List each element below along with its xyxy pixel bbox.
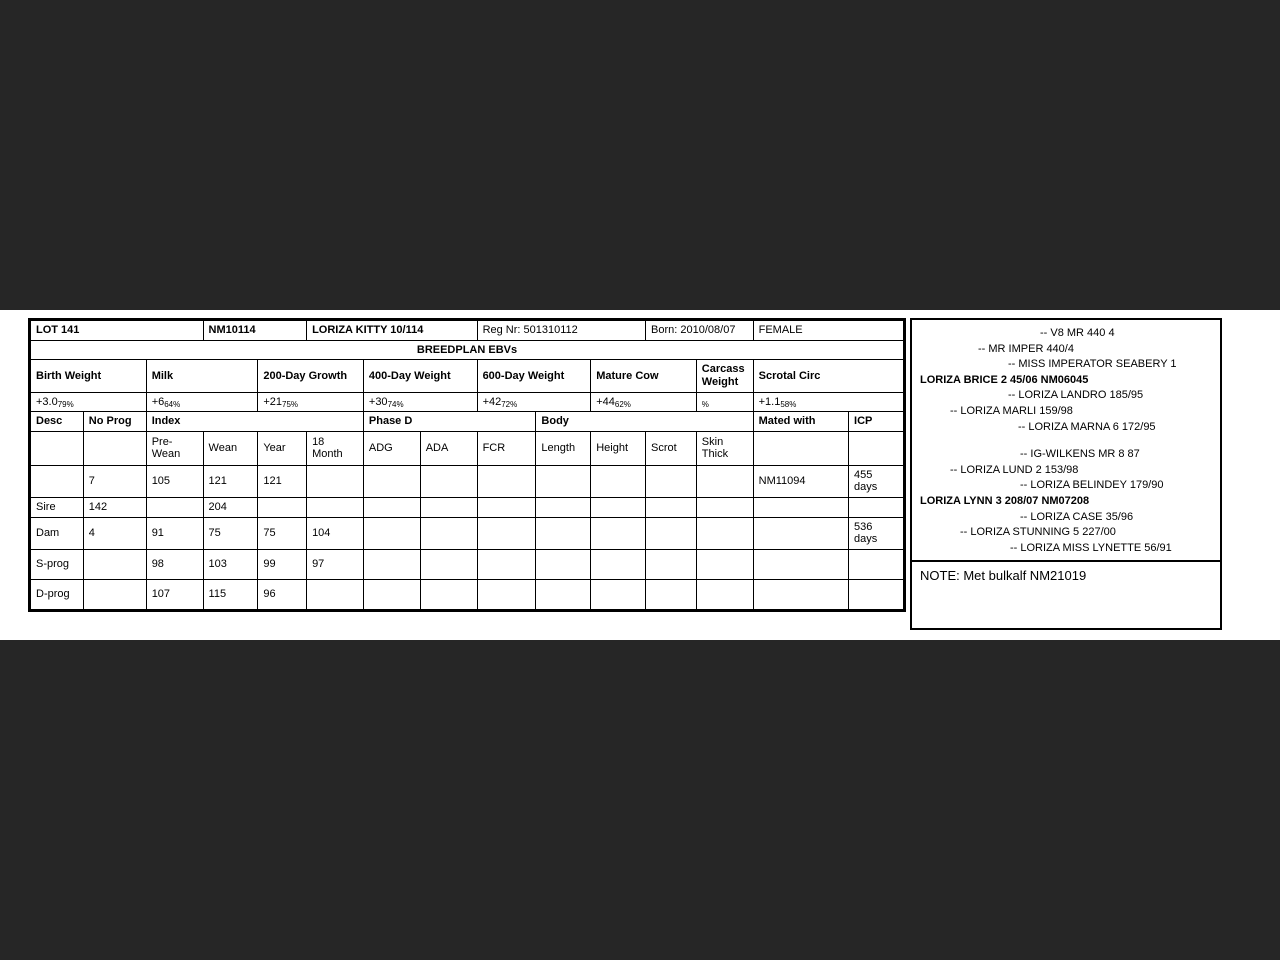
- row-18-month: [307, 465, 364, 497]
- pedigree-line: -- MR IMPER 440/4: [978, 342, 1074, 355]
- pedigree-line: -- LORIZA MARNA 6 172/95: [1018, 420, 1156, 433]
- row-desc: S-prog: [31, 550, 84, 580]
- row-desc: D-prog: [31, 580, 84, 610]
- pedigree-tree: [912, 320, 1220, 560]
- row-scrot: [646, 465, 697, 497]
- row-pre-wean: 107: [146, 580, 203, 610]
- table-row: [31, 580, 904, 610]
- ebv-value-birth-weight: [31, 392, 147, 412]
- row-ada: [420, 580, 477, 610]
- pedigree-line: -- MISS IMPERATOR SEABERY 1: [1008, 358, 1177, 371]
- ebv-value-mature-cow: [591, 392, 697, 412]
- ebv-acc-birth-weight: 79%: [57, 399, 74, 409]
- row-skin-thick: [696, 580, 753, 610]
- header-row: [31, 321, 904, 341]
- born-date: Born: 2010/08/07: [646, 321, 754, 341]
- row-mated-with: NM11094: [753, 465, 848, 497]
- sub-header-year: Year: [258, 431, 307, 465]
- ebv-header-birth-weight: Birth Weight: [31, 360, 147, 392]
- row-desc: [31, 465, 84, 497]
- row-fcr: [477, 580, 536, 610]
- pedigree-sire: LORIZA BRICE 2 45/06 NM06045: [920, 373, 1089, 386]
- ebv-value-carcass-weight: [696, 392, 753, 412]
- group-header-row: [31, 412, 904, 432]
- row-scrot: [646, 550, 697, 580]
- row-scrot: [646, 498, 697, 518]
- ebv-header-mature-cow: Mature Cow: [591, 360, 697, 392]
- sub-header-blank-icp: [849, 431, 904, 465]
- row-fcr: [477, 465, 536, 497]
- ebv-acc-200-day: 75%: [282, 399, 299, 409]
- ebv-header-400-day-weight: 400-Day Weight: [363, 360, 477, 392]
- row-year: 96: [258, 580, 307, 610]
- row-year: 75: [258, 517, 307, 549]
- row-pre-wean: [146, 498, 203, 518]
- row-skin-thick: [696, 517, 753, 549]
- row-adg: [363, 580, 420, 610]
- row-adg: [363, 550, 420, 580]
- ebv-header-scrotal-circ: Scrotal Circ: [753, 360, 903, 392]
- sub-header-pre-wean: Pre-Wean: [146, 431, 203, 465]
- group-header-desc: Desc: [31, 412, 84, 432]
- sub-header-scrot: Scrot: [646, 431, 697, 465]
- sub-header-skin-thick: Skin Thick: [696, 431, 753, 465]
- row-fcr: [477, 517, 536, 549]
- row-height: [591, 580, 646, 610]
- row-18-month: [307, 498, 364, 518]
- row-pre-wean: 91: [146, 517, 203, 549]
- row-adg: [363, 517, 420, 549]
- sub-header-row: [31, 431, 904, 465]
- pedigree-line: -- LORIZA BELINDEY 179/90: [1020, 479, 1164, 492]
- sub-header-blank-mated: [753, 431, 848, 465]
- row-height: [591, 550, 646, 580]
- ebv-header-milk: Milk: [146, 360, 258, 392]
- row-length: [536, 498, 591, 518]
- row-mated-with: [753, 517, 848, 549]
- animal-record-table: [30, 320, 904, 610]
- row-wean: 75: [203, 517, 258, 549]
- ebv-value-birth-weight-number: +3.0: [36, 395, 58, 408]
- ebv-acc-400-day: 74%: [387, 399, 404, 409]
- row-desc: Sire: [31, 498, 84, 518]
- ebv-value-200-day-number: +21: [263, 395, 283, 408]
- row-no-prog: [83, 550, 146, 580]
- pedigree-spacer: [920, 435, 1212, 447]
- row-icp: [849, 550, 904, 580]
- pedigree-dam: LORIZA LYNN 3 208/07 NM07208: [920, 495, 1090, 508]
- pedigree-line: -- IG-WILKENS MR 8 87: [1020, 448, 1140, 461]
- row-no-prog: 142: [83, 498, 146, 518]
- sub-header-adg: ADG: [363, 431, 420, 465]
- group-header-mated-with: Mated with: [753, 412, 848, 432]
- row-scrot: [646, 580, 697, 610]
- row-height: [591, 465, 646, 497]
- pedigree-line: -- LORIZA MARLI 159/98: [950, 405, 1073, 418]
- row-ada: [420, 550, 477, 580]
- row-year: 121: [258, 465, 307, 497]
- row-mated-with: [753, 498, 848, 518]
- row-skin-thick: [696, 465, 753, 497]
- animal-name: LORIZA KITTY 10/114: [307, 321, 478, 341]
- ebv-acc-mature-cow: 62%: [614, 399, 631, 409]
- group-header-phase-d: Phase D: [363, 412, 536, 432]
- row-no-prog: [83, 580, 146, 610]
- sub-header-wean: Wean: [203, 431, 258, 465]
- row-length: [536, 465, 591, 497]
- ebv-value-600-day-weight: [477, 392, 591, 412]
- row-icp: [849, 580, 904, 610]
- row-no-prog: 7: [83, 465, 146, 497]
- ebv-value-milk: [146, 392, 258, 412]
- table-row: [31, 550, 904, 580]
- ebv-acc-scrotal: 58%: [780, 399, 797, 409]
- ebv-header-200-day-growth: 200-Day Growth: [258, 360, 364, 392]
- sub-header-blank-noprog: [83, 431, 146, 465]
- row-year: 99: [258, 550, 307, 580]
- ebv-value-400-day-number: +30: [368, 395, 388, 408]
- table-row: [31, 517, 904, 549]
- row-skin-thick: [696, 550, 753, 580]
- sub-header-fcr: FCR: [477, 431, 536, 465]
- row-fcr: [477, 498, 536, 518]
- animal-record-sheet: [28, 318, 906, 612]
- row-adg: [363, 465, 420, 497]
- lot-number: LOT 141: [31, 321, 204, 341]
- pedigree-line: -- V8 MR 440 4: [1040, 327, 1115, 339]
- registration-number: Reg Nr: 501310112: [477, 321, 645, 341]
- row-mated-with: [753, 580, 848, 610]
- ebv-header-carcass-weight: Carcass Weight: [696, 360, 753, 392]
- ebv-values-row: [31, 392, 904, 412]
- row-skin-thick: [696, 498, 753, 518]
- row-length: [536, 517, 591, 549]
- row-wean: 204: [203, 498, 258, 518]
- row-length: [536, 550, 591, 580]
- breedplan-title: BREEDPLAN EBVs: [31, 340, 904, 360]
- row-icp: [849, 498, 904, 518]
- ebv-value-scrotal-circ: [753, 392, 903, 412]
- ebv-acc-milk: 64%: [164, 399, 181, 409]
- ebv-value-400-day-weight: [363, 392, 477, 412]
- group-header-body: Body: [536, 412, 753, 432]
- pedigree-note: NOTE: Met bulkalf NM21019: [912, 560, 1220, 589]
- sub-header-height: Height: [591, 431, 646, 465]
- row-icp: 455 days: [849, 465, 904, 497]
- pedigree-line: -- LORIZA STUNNING 5 227/00: [960, 526, 1116, 539]
- row-scrot: [646, 517, 697, 549]
- row-height: [591, 498, 646, 518]
- ebv-value-600-day-number: +42: [482, 395, 502, 408]
- ebv-value-mature-cow-number: +44: [596, 395, 615, 408]
- pedigree-line: -- LORIZA MISS LYNETTE 56/91: [1010, 541, 1172, 554]
- pedigree-line: -- LORIZA CASE 35/96: [1020, 510, 1134, 523]
- row-no-prog: 4: [83, 517, 146, 549]
- row-ada: [420, 498, 477, 518]
- animal-id: NM10114: [203, 321, 307, 341]
- sex: FEMALE: [753, 321, 903, 341]
- row-length: [536, 580, 591, 610]
- row-18-month: 104: [307, 517, 364, 549]
- sub-header-length: Length: [536, 431, 591, 465]
- row-wean: 121: [203, 465, 258, 497]
- breedplan-title-row: [31, 340, 904, 360]
- table-row: [31, 465, 904, 497]
- sub-header-blank-desc: [31, 431, 84, 465]
- row-ada: [420, 517, 477, 549]
- row-adg: [363, 498, 420, 518]
- table-row: [31, 498, 904, 518]
- row-mated-with: [753, 550, 848, 580]
- row-18-month: 97: [307, 550, 364, 580]
- row-ada: [420, 465, 477, 497]
- pedigree-line: -- LORIZA LANDRO 185/95: [1008, 389, 1144, 402]
- row-wean: 103: [203, 550, 258, 580]
- row-year: [258, 498, 307, 518]
- ebv-value-scrotal-number: +1.1: [758, 395, 781, 408]
- sub-header-18-month: 18 Month: [307, 431, 364, 465]
- group-header-index: Index: [146, 412, 363, 432]
- group-header-icp: ICP: [849, 412, 904, 432]
- row-pre-wean: 98: [146, 550, 203, 580]
- row-icp: 536 days: [849, 517, 904, 549]
- ebv-value-200-day-growth: [258, 392, 364, 412]
- sub-header-ada: ADA: [420, 431, 477, 465]
- row-wean: 115: [203, 580, 258, 610]
- row-desc: Dam: [31, 517, 84, 549]
- ebv-acc-carcass: %: [701, 399, 709, 409]
- ebv-acc-600-day: 72%: [501, 399, 518, 409]
- pedigree-panel: [910, 318, 1222, 630]
- document-page: [0, 310, 1280, 640]
- row-18-month: [307, 580, 364, 610]
- row-height: [591, 517, 646, 549]
- group-header-no-prog: No Prog: [83, 412, 146, 432]
- ebv-header-600-day-weight: 600-Day Weight: [477, 360, 591, 392]
- pedigree-line: -- LORIZA LUND 2 153/98: [950, 463, 1079, 476]
- ebv-value-milk-number: +6: [151, 395, 165, 408]
- row-fcr: [477, 550, 536, 580]
- row-pre-wean: 105: [146, 465, 203, 497]
- ebv-header-row: [31, 360, 904, 392]
